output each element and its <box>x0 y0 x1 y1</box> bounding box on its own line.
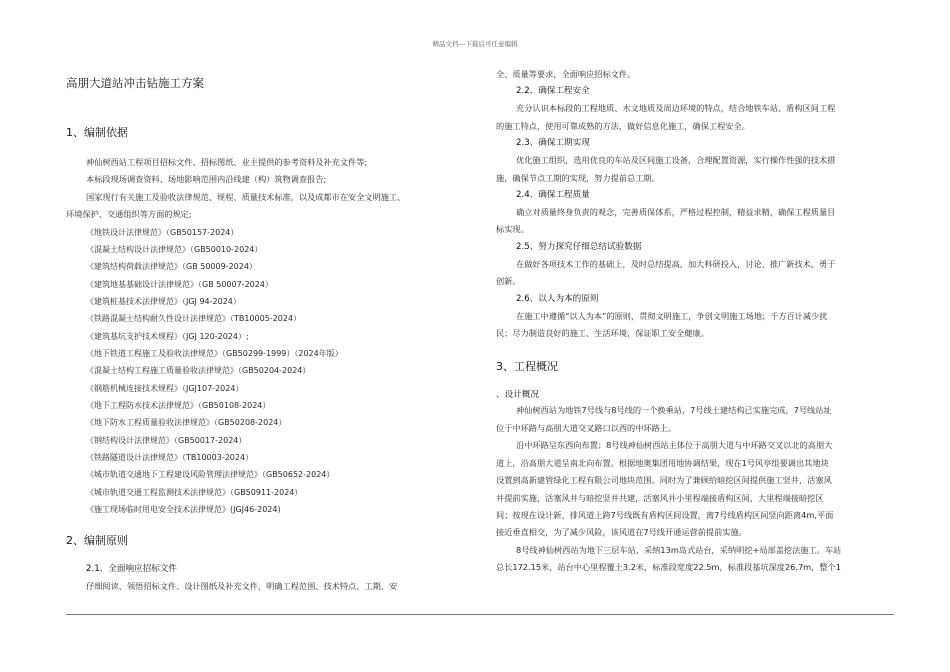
reference-item: 《铁路混凝土结构耐久性设计法律规范》（TB10005-2024） <box>86 314 302 324</box>
design-line: 间；按现在设计新、排风道上跨7号线既有盾构区间设置，离7号线盾构区间竖向距离4m,平面 <box>496 509 834 520</box>
reference-item: 《建筑地基基础设计法律规范》（GB 50007-2024） <box>86 279 273 289</box>
right-column <box>496 66 894 577</box>
s24-line-2: 标实现。 <box>496 224 529 235</box>
design-line: 设置到高新建管绿化工程有限公司地块范围。同时为了兼顾给暗挖区间提供施工竖井，活塞风 <box>496 475 832 486</box>
reference-item: 《混凝土结构工程施工质量验收法律规范》（GB50204-2024） <box>86 366 311 376</box>
design-line: 沿中环路呈东西向布置；8号线神仙树西站主体位于高朋大道与中环路交叉以北的高朋大 <box>516 440 833 451</box>
s26-line-2: 民；尽力制造良好的施工、生活环境，保证职工安全健康。 <box>496 328 709 339</box>
s22-line-2: 的施工特点，使用可靠成熟的方法，做好信息化施工，确保工程安全。 <box>496 120 750 131</box>
design-line: 道上，沿高朋大道呈南北向布置。根据地奥集团用地协调结果，现在1号风亭组要调出其地块 <box>496 457 829 468</box>
page-bottom-rule <box>66 614 894 615</box>
s26-line-1: 在施工中遵循“以人为本”的原则，贯彻文明施工，争创文明施工场地；千方百计减少扰 <box>516 310 828 321</box>
design-line: 位于中环路与高朋大道交叉路口以西的中环路上。 <box>496 422 677 433</box>
sec1-para-1: 神仙树西站工程项目招标文件、招标图纸、业主提供的参考资料及补充文件等; <box>86 157 368 167</box>
section-2-heading: 2、编制原则 <box>66 534 128 548</box>
reference-item: 《地下工程防水技术法律规范》（GB50108-2024） <box>86 401 271 411</box>
section-2-2-heading: 2.2、确保工程安全 <box>516 86 590 97</box>
reference-item: 《地铁设计法律规范》（GB50157-2024） <box>86 227 239 237</box>
page-header-note: 精品文档---下载后可任意编辑 <box>432 40 518 48</box>
design-overview-heading: 、设计概况 <box>496 390 539 401</box>
document-title: 高朋大道站冲击钻施工方案 <box>66 76 204 90</box>
reference-item: 《钢筋机械连接技术规程》（JGJ107-2024） <box>86 383 244 393</box>
left-column <box>66 62 464 596</box>
reference-item: 《建筑结构荷载法律规范》（GB 50009-2024） <box>86 262 257 272</box>
s23-line-2: 施，确保节点工期的实现，努力提前总工期。 <box>496 172 660 183</box>
sec2-1-para: 仔细阅读、领悟招标文件、设计图纸及补充文件，明确工程范围、技术特点、工期、安 <box>86 581 398 592</box>
reference-item: 《地下铁道工程施工及验收法律规范》（GB50299-1999）（2024年版） <box>86 349 343 359</box>
s23-line-1: 优化施工组织，选用优良的车站及区间施工设备，合理配置资源，实行操作性强的技术措 <box>516 155 836 166</box>
design-line: 8号线神仙树西站为地下三层车站，采纳13m岛式站台，采纳明挖+局部盖挖法施工。车站 <box>516 544 842 555</box>
design-line: 接近垂直相交，为了减少风险，该风道在7号线开通运营前提前实施。 <box>496 527 747 538</box>
section-2-3-heading: 2.3、确保工期实现 <box>516 138 590 149</box>
reference-item: 《混凝土结构设计法律规范》（GB50010-2024） <box>86 244 263 254</box>
reference-item: 《铁路隧道设计法律规范》（TB10003-2024） <box>86 453 254 463</box>
reference-item: 《建筑基坑支护技术规程》（JGJ 120-2024）; <box>86 331 249 341</box>
reference-item: 《城市轨道交通地下工程建设风险管理法律规范》（GB50652-2024） <box>86 470 335 480</box>
reference-item: 《施工现场临时用电安全技术法律规范》(JGJ46-2024) <box>86 505 281 515</box>
section-1-heading: 1、编制依据 <box>66 126 128 139</box>
reference-item: 《钢结构设计法律规范》（GB50017-2024） <box>86 435 247 445</box>
section-2-5-heading: 2.5、努力探究仔细总结试验数据 <box>516 241 642 252</box>
reference-item: 《建筑桩基技术法律规范》（JGJ 94-2024） <box>86 297 241 306</box>
section-2-6-heading: 2.6、以人为本的原则 <box>516 293 599 304</box>
design-line: 井提前实施，活塞风井与暗挖竖井共建，活塞风井小里程端接盾构区间，大里程端接暗挖区 <box>496 492 824 503</box>
sec1-para-3: 国家现行有关施工及验收法律规范、规程、质量技术标准，以及成都市在安全文明施工、 <box>86 191 406 202</box>
section-2-1-heading: 2.1、全面响应招标文件 <box>86 564 178 575</box>
s22-line-1: 充分认识本标段的工程地质、水文地质及周边环境的特点，结合地铁车站、盾构区间工程 <box>516 103 836 114</box>
section-2-4-heading: 2.4、确保工程质量 <box>516 190 590 201</box>
sec1-para-4: 环境保护、交通组织等方面的规定; <box>66 209 192 220</box>
reference-item: 《城市轨道交通工程监测技术法律规范》（GB50911-2024） <box>86 487 303 497</box>
design-line: 神仙树西站为地铁7号线与8号线的一个换乘站，7号线土建结构已实施完成，7号线站址 <box>516 405 832 416</box>
design-line: 总长172.15米，站台中心里程覆土3.2米，标准段宽度22.5m，标准段基坑深度26.7m，整个1 <box>496 562 841 573</box>
sec1-para-2: 本标段现场调查资料、场地影响范围内沿线建（构）筑物调查报告; <box>86 174 327 185</box>
s25-line-2: 创新。 <box>496 276 521 287</box>
s24-line-1: 确立对质量终身负责的观念，完善质保体系，严格过程控制，精益求精，确保工程质量目 <box>516 207 836 218</box>
s25-line-1: 在做好各项技术工作的基础上，及时总结提高，加大科研投入，讨论、推广新技术，勇于 <box>516 258 836 269</box>
continued-para: 全、质量等要求，全面响应招标文件。 <box>496 69 636 79</box>
reference-item: 《地下防水工程质量验收法律规范》（GB50208-2024） <box>86 418 287 428</box>
section-3-heading: 3、工程概况 <box>496 360 558 374</box>
